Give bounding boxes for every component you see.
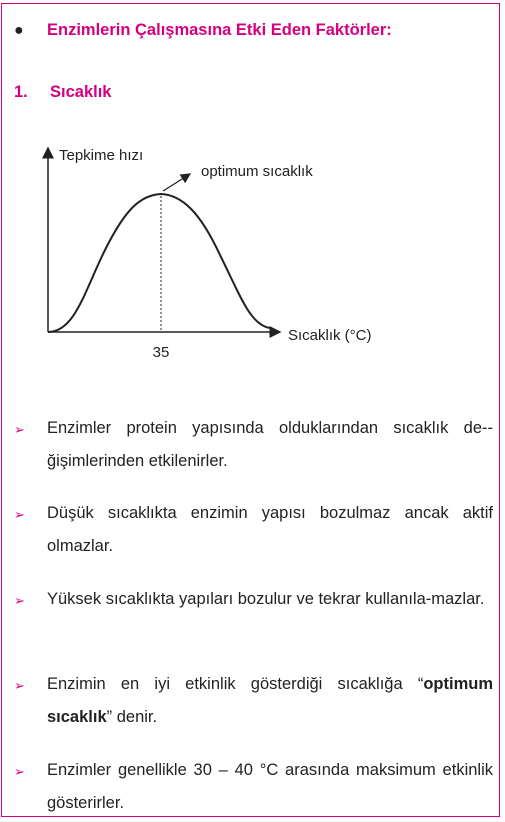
- heading-text: Enzimlerin Çalışmasına Etki Eden Faktörler:: [47, 21, 392, 39]
- list-item-text: Enzimler protein yapısında olduklarından sıcaklık de-ğişimlerinden etkilenirler.: [47, 419, 493, 470]
- list-item-text: Enzimler genellikle 30 – 40 °C arasında maksimum etkinlik gösterirler.: [47, 761, 493, 812]
- x-tick-label: 35: [152, 344, 170, 361]
- x-axis-label: Sıcaklık (°C): [288, 327, 372, 344]
- list-item: [14, 754, 493, 820]
- arrow-bullet-icon: ➢: [14, 507, 25, 522]
- main-heading: [14, 21, 392, 40]
- temperature-chart: [0, 130, 505, 365]
- reaction-rate-curve: [48, 194, 270, 332]
- section-name: Sıcaklık: [50, 83, 112, 101]
- list-item: [14, 668, 493, 734]
- list-item: [14, 497, 493, 563]
- list-item: [14, 412, 493, 478]
- bullet-dot: ●: [14, 21, 24, 39]
- annotation-label: optimum sıcaklık: [201, 163, 313, 180]
- list-item-text: Yüksek sıcaklıkta yapıları bozulur ve tekrar kullanıla-mazlar.: [47, 590, 485, 608]
- arrow-bullet-icon: ➢: [14, 593, 25, 608]
- list-item-text: Enzimin en iyi etkinlik gösterdiği sıcaklığa “optimum sıcaklık” denir.: [47, 675, 493, 726]
- section-title: [14, 83, 111, 102]
- y-axis-label: Tepkime hızı: [59, 147, 144, 164]
- annotation-arrow: [163, 174, 190, 191]
- optimum-term: optimum sıcaklık: [47, 675, 493, 726]
- arrow-bullet-icon: ➢: [14, 764, 25, 779]
- section-number: 1.: [14, 83, 28, 101]
- list-item-text: Düşük sıcaklıkta enzimin yapısı bozulmaz ancak aktif olmazlar.: [47, 504, 493, 555]
- list-item: [14, 583, 493, 617]
- arrow-bullet-icon: ➢: [14, 678, 25, 693]
- arrow-bullet-icon: ➢: [14, 422, 25, 437]
